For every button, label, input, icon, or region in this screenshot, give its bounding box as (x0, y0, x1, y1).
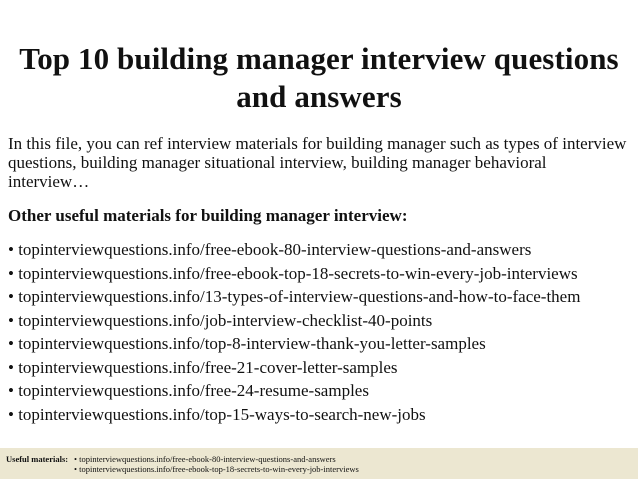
materials-link[interactable]: • topinterviewquestions.info/top-15-ways-to-search-new-jobs (8, 404, 426, 424)
slide-title: Top 10 building manager interview questions and answers (19, 41, 619, 114)
footer-label-separator: : (65, 454, 69, 464)
materials-heading: Other useful materials for building manager interview: (8, 206, 408, 225)
materials-link[interactable]: • topinterviewquestions.info/top-8-interview-thank-you-letter-samples (8, 334, 486, 353)
materials-link[interactable]: • topinterviewquestions.info/job-interview-checklist-40-points (8, 310, 433, 330)
footer-label-text: Useful materials (6, 454, 66, 464)
footer-link[interactable]: • topinterviewquestions.info/free-ebook-top-18-secrets-to-win-every-job-interviews (74, 464, 359, 474)
materials-link[interactable]: • topinterviewquestions.info/free-24-resume-samples (8, 381, 369, 400)
materials-link[interactable]: • topinterviewquestions.info/13-types-of-interview-questions-and-how-to-face-them (8, 287, 581, 306)
intro-paragraph: In this file, you can ref interview materials for building manager such as types of interview questions, building manager situational interview, building manager behavioral interview… (8, 134, 627, 191)
materials-link[interactable]: • topinterviewquestions.info/free-ebook-80-interview-questions-and-answers (8, 240, 532, 259)
footer-link[interactable]: • topinterviewquestions.info/free-ebook-80-interview-questions-and-answers (74, 454, 336, 464)
footer-link-list (74, 454, 359, 474)
materials-link[interactable]: • topinterviewquestions.info/free-ebook-top-18-secrets-to-win-every-job-interviews (8, 263, 578, 283)
materials-link-list (8, 238, 580, 426)
materials-link[interactable]: • topinterviewquestions.info/free-21-cover-letter-samples (8, 357, 398, 377)
footer-label (6, 454, 68, 464)
footer-bar (0, 448, 638, 479)
